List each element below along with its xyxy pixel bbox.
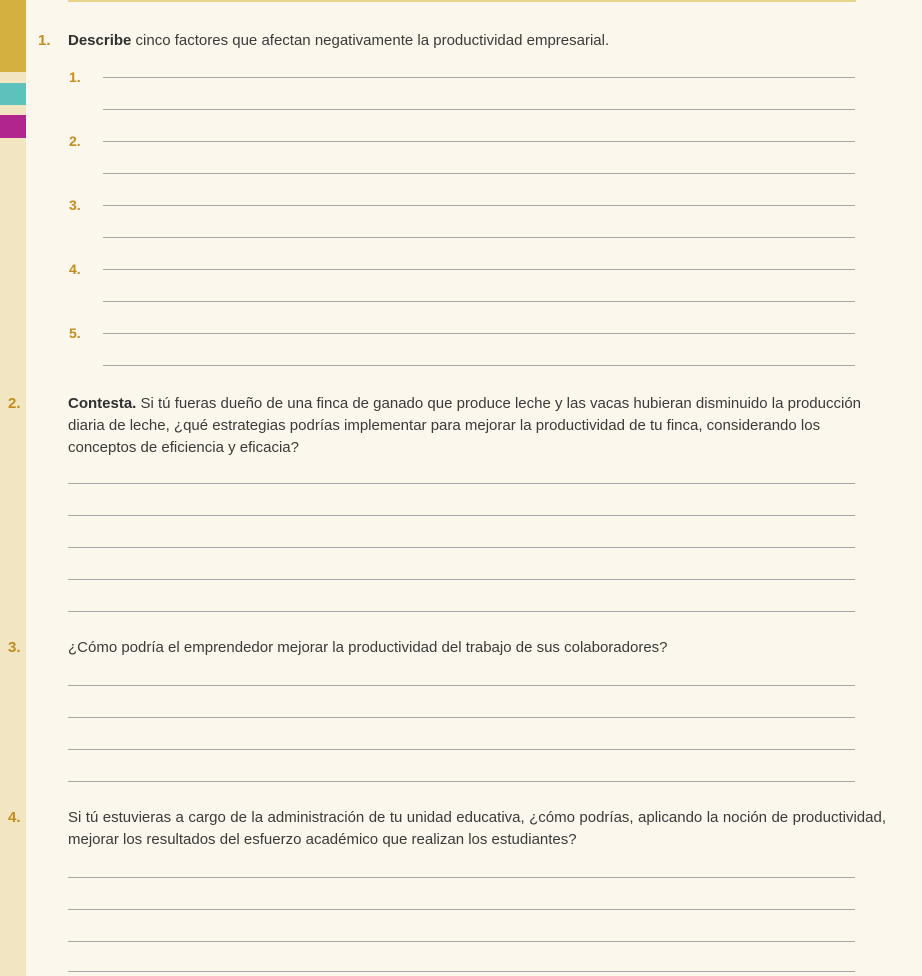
- q1-item-5-answer-line-2[interactable]: [103, 365, 855, 366]
- question-2: [8, 393, 886, 459]
- q3-answer-line-1[interactable]: [68, 685, 855, 686]
- q1-item-4-answer-line-2[interactable]: [103, 301, 855, 302]
- q1-item-2-answer-line[interactable]: [103, 141, 855, 142]
- top-decorative-rule: [68, 0, 856, 2]
- side-color-strip: [0, 0, 26, 976]
- q1-item-3-label: 3.: [69, 197, 81, 213]
- q2-answer-line-1[interactable]: [68, 483, 855, 484]
- q1-item-2-answer-line-2[interactable]: [103, 173, 855, 174]
- q3-answer-line-4[interactable]: [68, 781, 855, 782]
- question-1: [38, 30, 856, 52]
- question-2-number: 2.: [8, 395, 21, 412]
- question-2-lead: Contesta.: [68, 395, 137, 412]
- question-3-text: ¿Cómo podría el emprendedor mejorar la productividad del trabajo de sus colaboradores?: [68, 639, 668, 656]
- question-3-number: 3.: [8, 639, 21, 656]
- question-3: [8, 637, 886, 659]
- q4-answer-line-1[interactable]: [68, 877, 855, 878]
- q1-item-5-answer-line[interactable]: [103, 333, 855, 334]
- q1-item-1-answer-line-2[interactable]: [103, 109, 855, 110]
- q1-item-2-label: 2.: [69, 133, 81, 149]
- side-tab-teal: [0, 83, 26, 105]
- q1-item-3-answer-line-2[interactable]: [103, 237, 855, 238]
- q4-answer-line-4[interactable]: [68, 971, 855, 972]
- q1-item-4-answer-line[interactable]: [103, 269, 855, 270]
- q2-answer-line-2[interactable]: [68, 515, 855, 516]
- q1-item-1-answer-line[interactable]: [103, 77, 855, 78]
- side-tab-magenta: [0, 115, 26, 138]
- question-1-number: 1.: [38, 32, 51, 49]
- q2-answer-line-3[interactable]: [68, 547, 855, 548]
- question-1-lead: Describe: [68, 32, 132, 49]
- q3-answer-line-3[interactable]: [68, 749, 855, 750]
- side-tab-gold: [0, 0, 26, 72]
- q1-item-4-label: 4.: [69, 261, 81, 277]
- q1-item-3-answer-line[interactable]: [103, 205, 855, 206]
- question-1-text: cinco factores que afectan negativamente la productividad empresarial.: [131, 32, 610, 49]
- question-4-text: Si tú estuvieras a cargo de la administración de tu unidad educativa, ¿cómo podrías, aplicando la noción de productividad, mejorar los resultados del esfuerzo académico que realizan los estudiantes?: [68, 809, 886, 848]
- q4-answer-line-2[interactable]: [68, 909, 855, 910]
- q4-answer-line-3[interactable]: [68, 941, 855, 942]
- question-4-number: 4.: [8, 809, 21, 826]
- q3-answer-line-2[interactable]: [68, 717, 855, 718]
- q2-answer-line-5[interactable]: [68, 611, 855, 612]
- question-2-text: Si tú fueras dueño de una finca de ganado que produce leche y las vacas hubieran disminuido la producción diaria de leche, ¿qué estrategias podrías implementar para mejorar la productividad de tu finca, considerando los conceptos de eficiencia y eficacia?: [68, 395, 862, 456]
- question-4: [8, 807, 886, 851]
- q1-item-5-label: 5.: [69, 325, 81, 341]
- q2-answer-line-4[interactable]: [68, 579, 855, 580]
- q1-item-1-label: 1.: [69, 69, 81, 85]
